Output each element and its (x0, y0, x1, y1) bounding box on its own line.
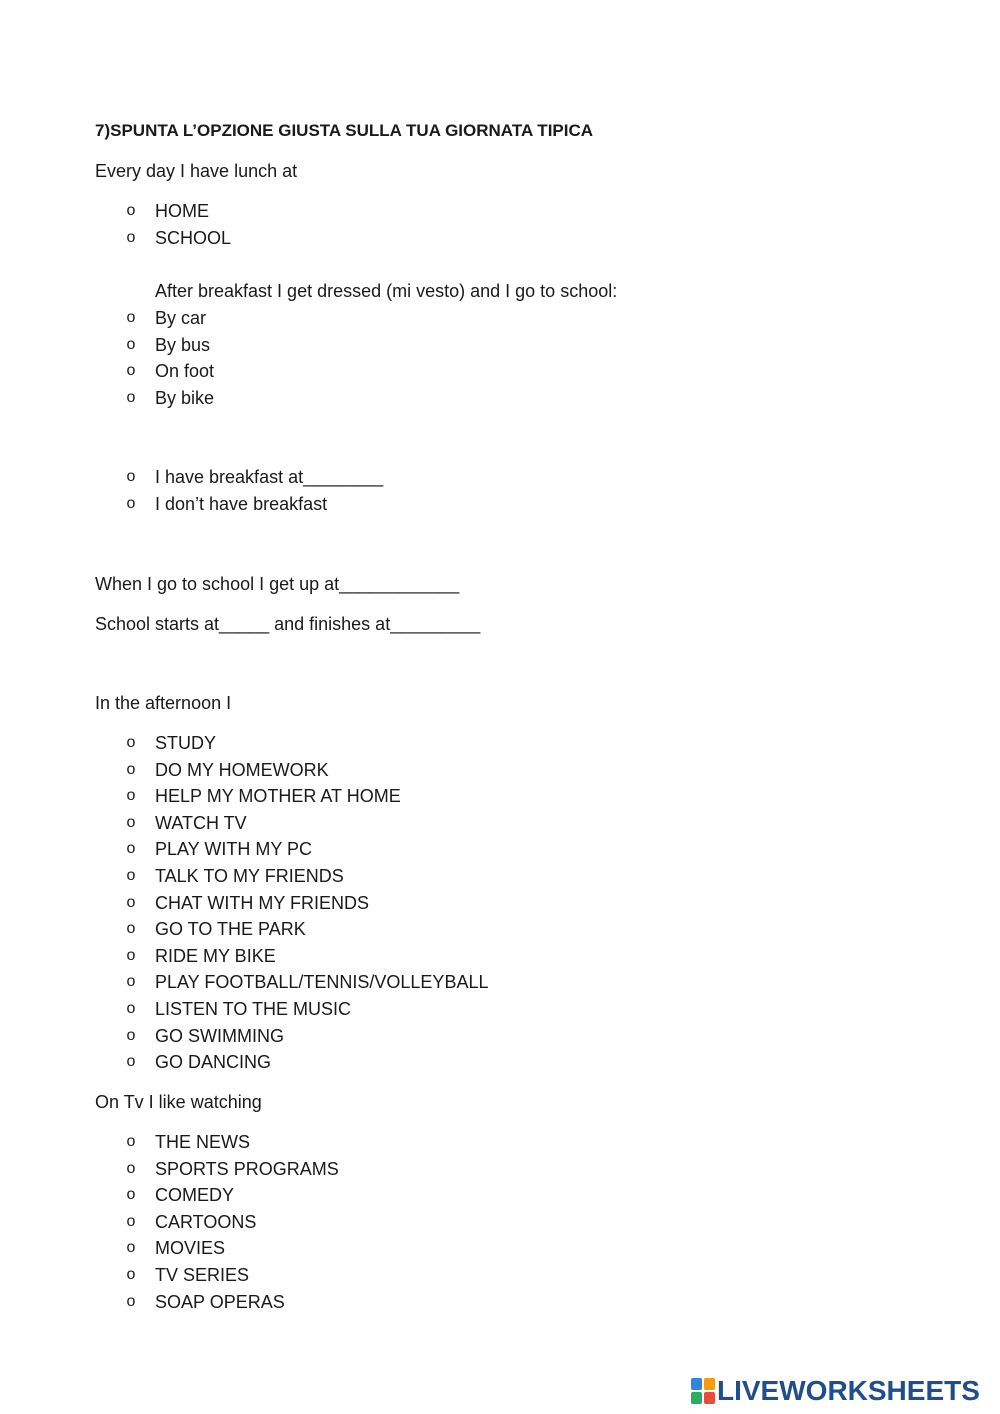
lunch-option-label: SCHOOL (155, 227, 232, 248)
checkbox-bullet[interactable]: o (126, 228, 136, 246)
transport-option-label: By bus (155, 334, 211, 355)
lunch-prompt: Every day I have lunch at (95, 161, 298, 181)
logo-text: LIVEWORKSHEETS (717, 1375, 980, 1406)
checkbox-bullet[interactable]: o (126, 362, 136, 380)
transport-option-label: By bike (155, 387, 215, 408)
tv-option-label: CARTOONS (155, 1211, 257, 1232)
tv-option-label: SOAP OPERAS (155, 1291, 285, 1312)
checkbox-bullet[interactable]: o (126, 920, 136, 938)
checkbox-bullet[interactable]: o (126, 1000, 136, 1017)
tv-option-label: TV SERIES (155, 1265, 250, 1285)
checkbox-bullet[interactable]: o (126, 787, 136, 805)
lunch-option-label: HOME (155, 201, 209, 221)
breakfast-option-label: I have breakfast at________ (155, 467, 384, 487)
checkbox-bullet[interactable]: o (126, 946, 136, 964)
transport-prompt: After breakfast I get dressed (mi vesto) and I go to school: (155, 281, 618, 301)
breakfast-option-label: I don’t have breakfast (155, 493, 328, 514)
checkbox-bullet[interactable]: o (126, 760, 136, 778)
afternoon-option-label: GO SWIMMING (155, 1025, 284, 1046)
checkbox-bullet[interactable]: o (126, 973, 136, 991)
afternoon-option-label: DO MY HOMEWORK (155, 759, 329, 780)
checkbox-bullet[interactable]: o (126, 734, 136, 751)
checkbox-bullet[interactable]: o (126, 867, 136, 884)
checkbox-bullet[interactable]: o (126, 468, 136, 485)
afternoon-prompt: In the afternoon I (95, 693, 232, 713)
afternoon-option-label: STUDY (155, 733, 217, 753)
afternoon-option-label: LISTEN TO THE MUSIC (155, 999, 352, 1019)
transport-option-label: By car (155, 308, 207, 328)
checkbox-bullet[interactable]: o (126, 893, 136, 911)
checkbox-bullet[interactable]: o (126, 1292, 136, 1310)
checkbox-bullet[interactable]: o (126, 1212, 136, 1230)
checkbox-bullet[interactable]: o (126, 1266, 136, 1283)
afternoon-option-label: WATCH TV (155, 812, 247, 833)
checkbox-bullet[interactable]: o (126, 335, 136, 353)
checkbox-bullet[interactable]: o (126, 1053, 136, 1071)
checkbox-bullet[interactable]: o (126, 813, 136, 831)
afternoon-option-label: PLAY WITH MY PC (155, 839, 313, 860)
logo-mark-icon (691, 1378, 715, 1404)
afternoon-option-label: PLAY FOOTBALL/TENNIS/VOLLEYBALL (155, 972, 489, 993)
checkbox-bullet[interactable]: o (126, 309, 136, 326)
transport-option-label: On foot (155, 361, 215, 382)
afternoon-option-label: RIDE MY BIKE (155, 945, 276, 966)
checkbox-bullet[interactable]: o (126, 202, 136, 219)
school-times-question: School starts at_____ and finishes at_________ (95, 614, 481, 634)
tv-option-label: COMEDY (155, 1185, 235, 1206)
afternoon-option-label: GO DANCING (155, 1052, 272, 1073)
checkbox-bullet[interactable]: o (126, 840, 136, 858)
checkbox-bullet[interactable]: o (126, 1239, 136, 1257)
checkbox-bullet[interactable]: o (126, 1133, 136, 1150)
exercise-heading: 7)SPUNTA L’OPZIONE GIUSTA SULLA TUA GIORNATA TIPICA (95, 121, 594, 140)
checkbox-bullet[interactable]: o (126, 1159, 136, 1177)
tv-option-label: SPORTS PROGRAMS (155, 1158, 339, 1179)
tv-option-label: MOVIES (155, 1238, 226, 1259)
checkbox-bullet[interactable]: o (126, 1186, 136, 1204)
liveworksheets-logo (691, 1376, 980, 1406)
checkbox-bullet[interactable]: o (126, 388, 136, 406)
afternoon-option-label: CHAT WITH MY FRIENDS (155, 892, 370, 913)
tv-option-label: THE NEWS (155, 1132, 251, 1152)
tv-prompt: On Tv I like watching (95, 1092, 262, 1112)
afternoon-option-label: GO TO THE PARK (155, 919, 306, 940)
getup-question: When I go to school I get up at____________ (95, 574, 460, 594)
checkbox-bullet[interactable]: o (126, 1026, 136, 1044)
afternoon-option-label: HELP MY MOTHER AT HOME (155, 786, 401, 807)
afternoon-option-label: TALK TO MY FRIENDS (155, 866, 344, 886)
checkbox-bullet[interactable]: o (126, 494, 136, 512)
